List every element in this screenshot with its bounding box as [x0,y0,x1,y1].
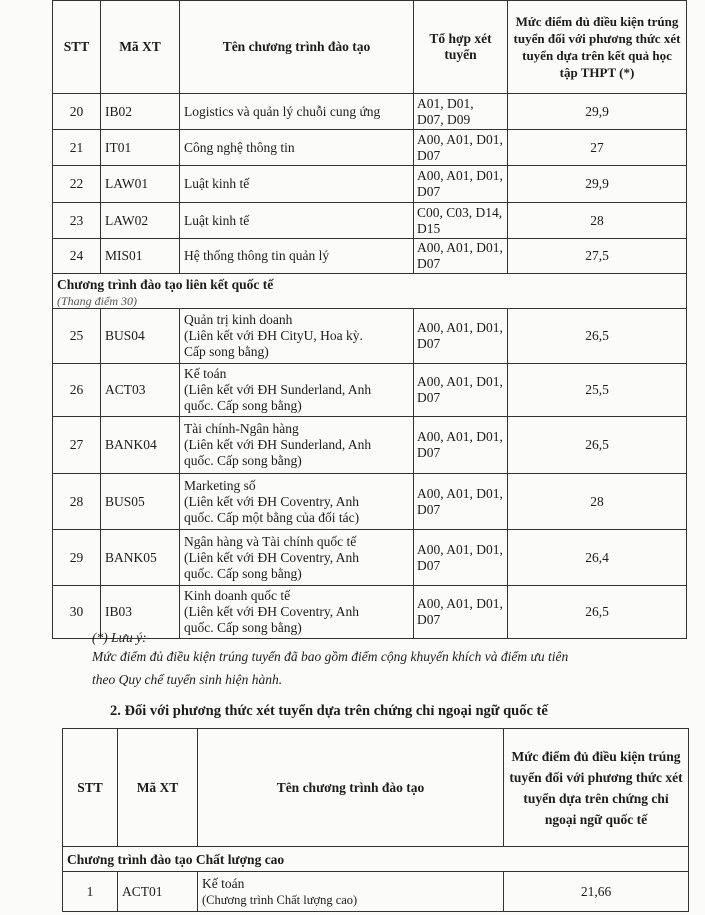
cell-stt: 28 [53,474,101,530]
ten-line: Quản trị kinh doanh [184,312,293,327]
cell-ten: Logistics và quản lý chuỗi cung ứng [180,94,414,130]
table2-header-row [63,729,689,847]
cell-stt: 22 [53,166,101,203]
cell-diem: 26,5 [508,586,687,639]
header-to-hop: Tổ hợp xét tuyển [414,1,508,94]
cell-ma: MIS01 [101,239,180,274]
group-note: (Thang điểm 30) [53,294,687,309]
table-row [53,364,687,417]
cell-diem: 28 [508,203,687,239]
cell-stt: 29 [53,530,101,586]
cell-ten: Hệ thống thông tin quản lý [180,239,414,274]
header-ten-chuong-trinh: Tên chương trình đào tạo [180,1,414,94]
table-row [53,530,687,586]
header-ten-chuong-trinh: Tên chương trình đào tạo [198,729,504,847]
table-row [53,586,687,639]
ten-line: (Liên kết với ĐH CityU, Hoa kỳ. [184,328,363,343]
header-muc-diem: Mức điểm đủ điều kiện trúng tuyển đối với phương thức xét tuyển dựa trên kết quả học tập THPT (*) [508,1,687,94]
ten-line: Kế toán [202,875,245,891]
cell-ma: IB03 [101,586,180,639]
ten-line: (Liên kết với ĐH Coventry, Anh [184,549,359,565]
group-row [63,847,689,872]
header-stt: STT [53,1,101,94]
ten-line: quốc. Cấp song bằng) [184,565,302,581]
ten-line: quốc. Cấp song bằng) [184,620,302,635]
ten-line: (Liên kết với ĐH Sunderland, Anh [184,382,372,397]
cell-diem: 28 [508,474,687,530]
cell-ten: Luật kinh tế [180,166,414,203]
cell-to-hop: A00, A01, D01, D07 [414,239,508,274]
cell-stt: 26 [53,364,101,417]
cell-to-hop: A00, A01, D01, D07 [414,586,508,639]
cell-ten [180,586,414,639]
ten-line: Tài chính-Ngân hàng [184,421,299,436]
cell-stt: 27 [53,417,101,474]
cell-to-hop: A00, A01, D01, D07 [414,530,508,586]
ten-line: quốc. Cấp song bằng) [184,398,302,413]
header-stt: STT [63,729,118,847]
footnote-line-2: theo Quy chế tuyển sinh hiện hành. [92,672,283,687]
cell-diem: 25,5 [508,364,687,417]
cell-ten: Công nghệ thông tin [180,130,414,166]
cell-stt: 21 [53,130,101,166]
cell-ma: BANK04 [101,417,180,474]
cell-diem: 21,66 [504,872,689,912]
ten-line: (Liên kết với ĐH Coventry, Anh [184,493,359,509]
header-muc-diem: Mức điểm đủ điều kiện trúng tuyển đối với phương thức xét tuyển dựa trên chứng chỉ ngoại ngữ quốc tế [504,729,689,847]
table-row [53,166,687,203]
group-row [53,274,687,294]
ten-line: (Chương trình Chất lượng cao) [202,892,358,907]
cell-stt: 1 [63,872,118,912]
cell-ma: IB02 [101,94,180,130]
cell-to-hop: A00, A01, D01, D07 [414,166,508,203]
group-title: Chương trình đào tạo liên kết quốc tế [53,274,687,294]
cell-stt: 30 [53,586,101,639]
cell-diem: 26,5 [508,417,687,474]
cell-ten: Luật kinh tế [180,203,414,239]
cell-diem: 26,5 [508,309,687,364]
footnote-label: (*) Lưu ý: [92,630,147,645]
cell-ten [198,872,504,912]
cell-stt: 25 [53,309,101,364]
group-title: Chương trình đào tạo Chất lượng cao [63,847,689,872]
admission-table-2 [62,728,689,912]
cell-to-hop: A01, D01, D07, D09 [414,94,508,130]
table-row [53,309,687,364]
ten-line: Kinh doanh quốc tế [184,588,291,603]
cell-diem: 29,9 [508,94,687,130]
table-row [63,872,689,912]
cell-to-hop: A00, A01, D01, D07 [414,474,508,530]
ten-line: (Liên kết với ĐH Sunderland, Anh [184,437,372,452]
cell-to-hop: A00, A01, D01, D07 [414,364,508,417]
section-2-title: 2. Đối với phương thức xét tuyển dựa trên chứng chỉ ngoại ngữ quốc tế [110,703,548,719]
ten-line: Marketing số [184,477,256,493]
cell-ma: BANK05 [101,530,180,586]
table-row [53,417,687,474]
footnote-line-1: Mức điểm đủ điều kiện trúng tuyển đã bao gồm điểm cộng khuyến khích và điểm ưu tiên [92,649,569,664]
cell-diem: 26,4 [508,530,687,586]
table-row [53,239,687,274]
table-row [53,130,687,166]
table-row [53,94,687,130]
ten-line: quốc. Cấp song bằng) [184,453,302,468]
cell-to-hop: A00, A01, D01, D07 [414,417,508,474]
ten-line: Ngân hàng và Tài chính quốc tế [184,533,357,549]
cell-to-hop: A00, A01, D01, D07 [414,130,508,166]
cell-ten [180,309,414,364]
group-note-row [53,294,687,309]
header-ma-xt: Mã XT [101,1,180,94]
cell-ma: IT01 [101,130,180,166]
cell-ma: BUS04 [101,309,180,364]
cell-diem: 27 [508,130,687,166]
ten-line: quốc. Cấp một bằng của đối tác) [184,509,360,525]
table-row [53,474,687,530]
ten-line: (Liên kết với ĐH Coventry, Anh [184,604,359,619]
cell-ma: ACT03 [101,364,180,417]
cell-ma: LAW02 [101,203,180,239]
table1-header-row [53,1,687,94]
cell-ma: ACT01 [118,872,198,912]
cell-diem: 29,9 [508,166,687,203]
cell-stt: 24 [53,239,101,274]
cell-stt: 23 [53,203,101,239]
cell-diem: 27,5 [508,239,687,274]
cell-ten [180,530,414,586]
ten-line: Cấp song bằng) [184,344,269,359]
cell-to-hop: A00, A01, D01, D07 [414,309,508,364]
admission-table-1 [52,0,687,639]
header-ma-xt: Mã XT [118,729,198,847]
table-row [53,203,687,239]
cell-ten [180,364,414,417]
ten-line: Kế toán [184,366,227,381]
cell-ma: LAW01 [101,166,180,203]
cell-to-hop: C00, C03, D14, D15 [414,203,508,239]
cell-stt: 20 [53,94,101,130]
cell-ten [180,474,414,530]
cell-ma: BUS05 [101,474,180,530]
cell-ten [180,417,414,474]
